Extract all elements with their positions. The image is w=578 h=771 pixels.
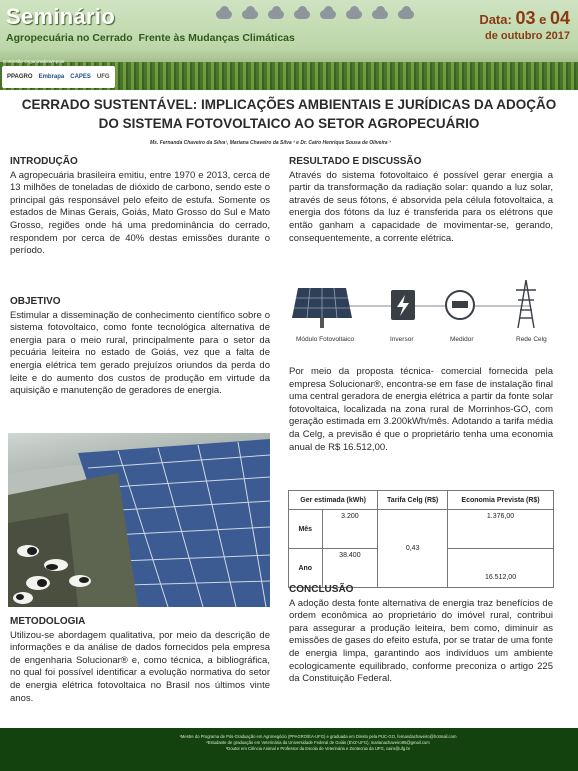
section-title: CONCLUSÃO: [289, 584, 354, 595]
meter-icon: [446, 291, 474, 319]
cloud-lightning-icon: [266, 6, 286, 20]
table-row-label: Ano: [289, 549, 323, 587]
table-cell: 16.512,00: [448, 549, 554, 588]
diagram-label: Medidor: [450, 336, 474, 343]
solar-panel-icon: [292, 288, 352, 328]
section-text: A agropecuária brasileira emitiu, entre 1970 e 2013, cerca de 13 milhões de toneladas de dióxido de carbono, sendo este o principal gás responsável pelo efeito de estufa. Somente os estados de Minas Gerais, Goiás, Mato Grosso do Sul e Mato Grosso, regiões onde há uma predominância do cerrado, respondem por cerca de 40% destas emissões durante o período.: [10, 169, 270, 257]
cloud-rain-icon: [214, 6, 234, 20]
table-row-label: Mês: [289, 510, 323, 548]
diagram-label: Módulo Fotovoltaico: [296, 336, 355, 343]
section-text: Por meio da proposta técnica- comercial fornecida pela empresa Solucionar®, encontra-se em fase de instalação final uma central geradora de energia elétrica a partir da fonte solar fotovoltaica, localizada na zona rural de Morrinhos-GO, com geração estimada em 3.200kWh/mês. Adotando a tarifa média da Celg, a previsão é que o proprietário tenha uma economia anual de R$ 16.512,00.: [289, 366, 553, 453]
embrapa-logo: Embrapa: [38, 74, 65, 80]
section-title: METODOLOGIA: [10, 616, 86, 627]
section-title: OBJETIVO: [10, 296, 61, 307]
photovoltaic-system-diagram: [290, 268, 554, 352]
section-conclusao: [289, 584, 553, 686]
ppagro-logo: PPAGRO: [7, 74, 33, 80]
power-tower-icon: [516, 280, 536, 328]
seminar-subtitle: Agropecuária no Cerrado Frente às Mudanças Climáticas: [6, 32, 295, 44]
section-text: Estimular a disseminação de conhecimento científico sobre o sistema fotovoltaico, como fonte tecnológica alternativa de energia para o meio rural, principalmente para o setor da pecuária leiteira no estado de Goiás, vez que a falta de energia elétrica tem gerado prejuízos oriundos da perda do leite e do aumento dos custos de produção em virtude da aquisição e manutenção de geradores de energia.: [10, 309, 270, 397]
table-header: Tarifa Celg (R$): [378, 491, 448, 510]
event-date: Data: 03 e 04 de outubro 2017: [479, 8, 570, 42]
weather-icons: [214, 6, 416, 20]
table-cell: 3.200: [341, 513, 359, 520]
ufg-logo: UFG: [96, 74, 110, 80]
cloud-lightning-icon: [370, 6, 390, 20]
table-header-row: [289, 491, 554, 510]
sponsor-logos: [2, 66, 115, 88]
table-cell: 1.376,00: [448, 510, 554, 549]
cloud-icon: [292, 6, 312, 20]
footer: [0, 728, 578, 771]
poster-title: CERRADO SUSTENTÁVEL: IMPLICAÇÕES AMBIENTAIS E JURÍDICAS DA ADOÇÃO DO SISTEMA FOTOVOLTAICO AO SETOR AGROPECUÁRIO: [21, 97, 557, 131]
table-cell: 0,43: [378, 510, 448, 588]
footer-notes: ¹Mestre do Programa de Pós-Graduação em Agronegócio (PPAGRO/EA-UFG) e graduada em Direito pela PUC-GO, fernandachaveiro@hotmail.com ²Estudante de graduação em Veterinária da Universidade Federal de Goiás (EVZ-UFG), marianachaveiro95@gmail.com ³Doutor em Ciência Animal e Professor da Escola de Veterinária e Zootecnia da UFG, cairo@ufg.br: [179, 734, 457, 751]
section-objetivo: [10, 296, 270, 398]
solar-roof-illustration: [8, 433, 270, 607]
cloud-rain-icon: [318, 6, 338, 20]
authors: Ms. Fernanda Chaveiro da Silva¹, Mariana Chaveiro da Silva ² e Dr. Cairo Henrique Sousa de Oliveira ³: [150, 140, 391, 146]
table-cell: 38.400: [339, 552, 361, 559]
solar-barn-photo: [8, 433, 270, 607]
section-resultado: [289, 156, 553, 245]
section-text: Através do sistema fotovoltaico é possível gerar energia a partir da transformação da radiação solar: quando a luz solar, através de seus fótons, é absorvida pela célula fotovoltaica, a energia dos fótons da luz é transferida para os elétrons que então ganham a capacidade de movimentar-se, gerando, consequentemente, a corrente elétrica.: [289, 169, 553, 244]
economy-table: [288, 490, 554, 588]
section-introducao: [10, 156, 270, 258]
seminar-title: Seminário: [6, 4, 116, 29]
header-banner: [0, 0, 578, 90]
inverter-icon: [391, 290, 415, 320]
organizers-label: Comissão Organizadora/Apoio: [3, 59, 65, 64]
section-text: A adoção desta fonte alternativa de energia traz benefícios de ordem econômica ao proprietário do imóvel rural, contribui para assegurar a produção leiteira, bem como, diminuir as emissões de gases do efeito estufa, por se tratar de uma fonte de energia limpa, garantindo aos indivíduos um ambiente ecologicamente equilibrado, conforme preconiza o artigo 225 da Constituição Federal.: [289, 597, 553, 685]
diagram-label: Rede Celg: [516, 336, 547, 343]
cloud-icon: [240, 6, 260, 20]
section-title: INTRODUÇÃO: [10, 156, 78, 167]
capes-logo: CAPES: [70, 74, 91, 80]
table-row: [289, 510, 554, 549]
section-text: Utilizou-se abordagem qualitativa, por meio da descrição de informações e da análise de dados fornecidos pela empresa de engenharia Solucionar® e, como técnica, a bibliográfica, no qual foi possível identificar a evolução normativa do setor de energia elétrica fotovoltaica no Brasil nos últimos vinte anos.: [10, 629, 270, 704]
section-title: RESULTADO E DISCUSSÃO: [289, 156, 422, 167]
table-header: Economia Prevista (R$): [448, 491, 554, 510]
table-header: Ger estimada (kWh): [289, 491, 378, 510]
diagram-label: Inversor: [390, 336, 414, 343]
cloud-icon: [344, 6, 364, 20]
cloud-rain-icon: [396, 6, 416, 20]
section-metodologia: [10, 616, 270, 705]
section-resultado-cont: [289, 366, 553, 454]
